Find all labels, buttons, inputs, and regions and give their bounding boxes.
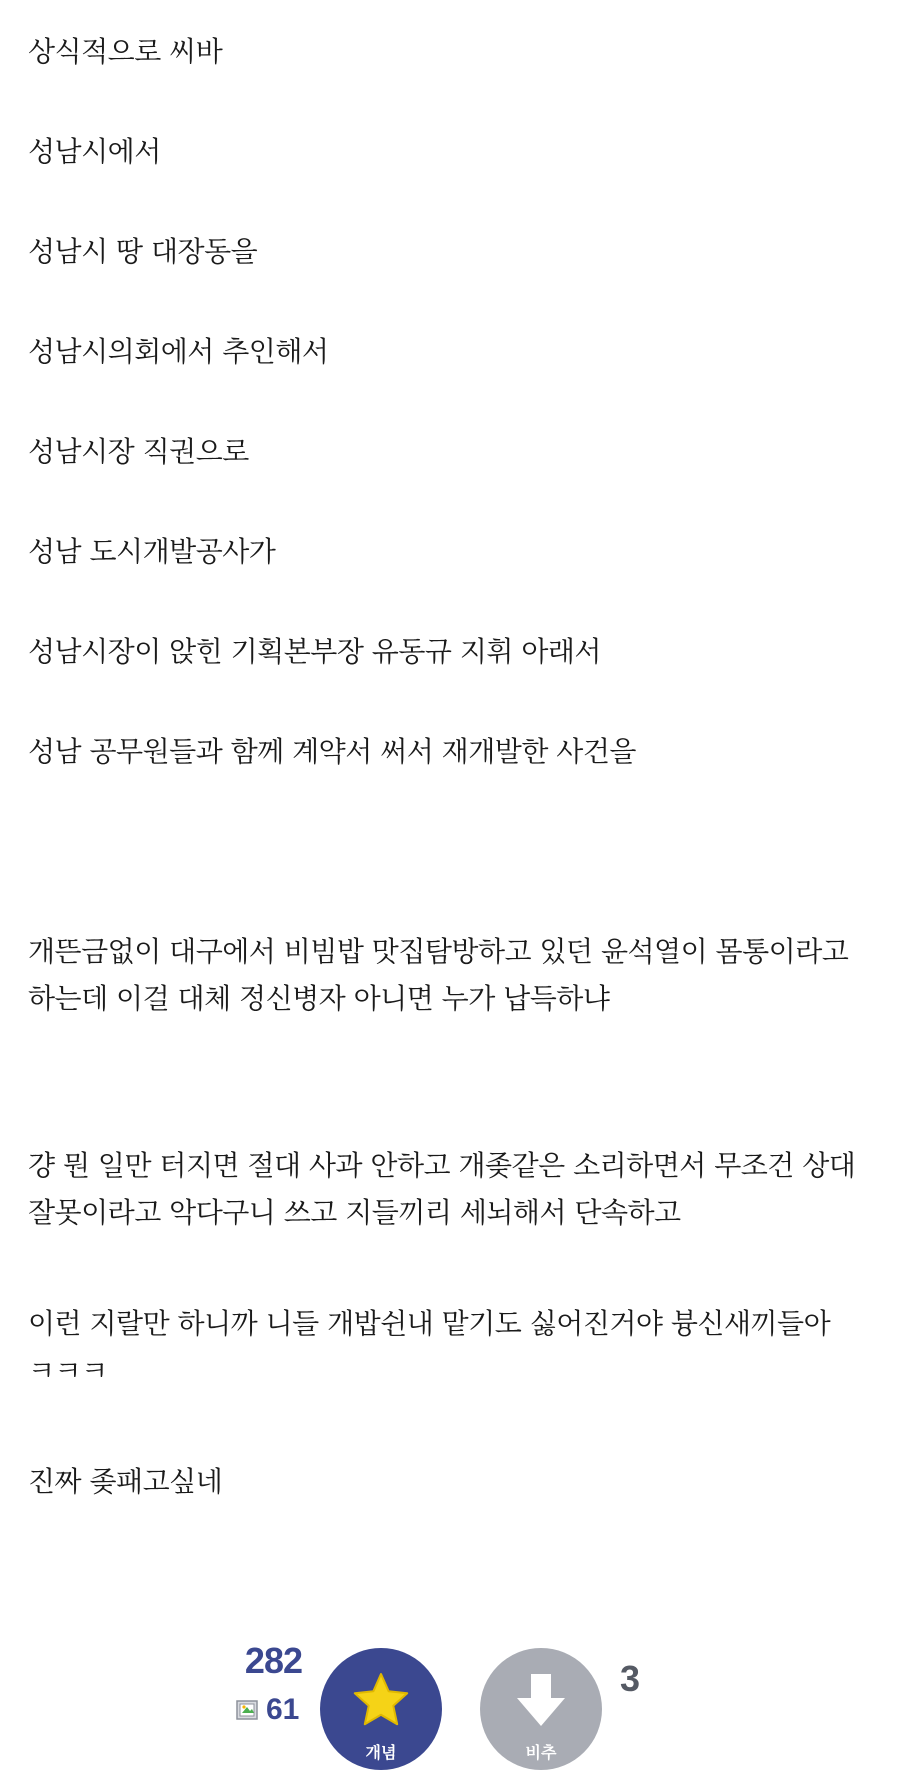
post-paragraph bbox=[28, 1458, 222, 1505]
upvote-count: 282 bbox=[244, 1640, 302, 1681]
post-line: ㅋㅋㅋ bbox=[28, 1354, 108, 1387]
fixed-user-icon bbox=[236, 1699, 260, 1721]
post-paragraph bbox=[28, 428, 249, 475]
post-paragraph bbox=[28, 728, 636, 775]
upvote-label: 개념 bbox=[365, 1743, 397, 1762]
upvote-button[interactable] bbox=[320, 1648, 442, 1770]
post-paragraph bbox=[28, 328, 328, 375]
vote-area bbox=[0, 1640, 920, 1762]
downvote-label: 비추 bbox=[525, 1743, 557, 1762]
post-line: 잘못이라고 악다구니 쓰고 지들끼리 세뇌해서 단속하고 bbox=[28, 1196, 681, 1229]
post-paragraph bbox=[28, 228, 257, 275]
post-line: 성남시의회에서 추인해서 bbox=[28, 335, 329, 368]
post-paragraph bbox=[28, 1300, 830, 1394]
post-line: 개뜬금없이 대구에서 비빔밥 맛집탐방하고 있던 윤석열이 몸통이라고 bbox=[28, 935, 849, 968]
post-line: 진짜 좆패고싶네 bbox=[28, 1465, 223, 1498]
post-paragraph bbox=[28, 928, 848, 1022]
post-line: 성남시에서 bbox=[28, 135, 161, 168]
post-line: 걍 뭔 일만 터지면 절대 사과 안하고 개좆같은 소리하면서 무조건 상대 bbox=[28, 1149, 856, 1182]
post-paragraph bbox=[28, 628, 601, 675]
post-line: 성남 공무원들과 함께 계약서 써서 재개발한 사건을 bbox=[28, 735, 636, 768]
post-line: 성남 도시개발공사가 bbox=[28, 535, 276, 568]
post-line: 성남시장이 앉힌 기획본부장 유동규 지휘 아래서 bbox=[28, 635, 601, 668]
post-paragraph bbox=[28, 528, 275, 575]
post-paragraph bbox=[28, 128, 161, 175]
post-line: 성남시장 직권으로 bbox=[28, 435, 249, 468]
fixed-upvote-count: 61 bbox=[266, 1693, 300, 1726]
star-icon bbox=[350, 1670, 412, 1734]
post-line: 상식적으로 씨바 bbox=[28, 35, 223, 68]
downvote-button[interactable] bbox=[480, 1648, 602, 1770]
post-line: 이런 지랄만 하니까 니들 개밥쉰내 맡기도 싫어진거야 븅신새끼들아 bbox=[28, 1307, 831, 1340]
post-line: 성남시 땅 대장동을 bbox=[28, 235, 258, 268]
down-arrow-icon bbox=[513, 1670, 569, 1734]
downvote-count: 3 bbox=[620, 1658, 641, 1699]
post-paragraph bbox=[28, 1142, 855, 1236]
fixed-upvote-row bbox=[236, 1690, 299, 1730]
post-paragraph bbox=[28, 28, 222, 75]
post-line: 하는데 이걸 대체 정신병자 아니면 누가 납득하냐 bbox=[28, 982, 610, 1015]
